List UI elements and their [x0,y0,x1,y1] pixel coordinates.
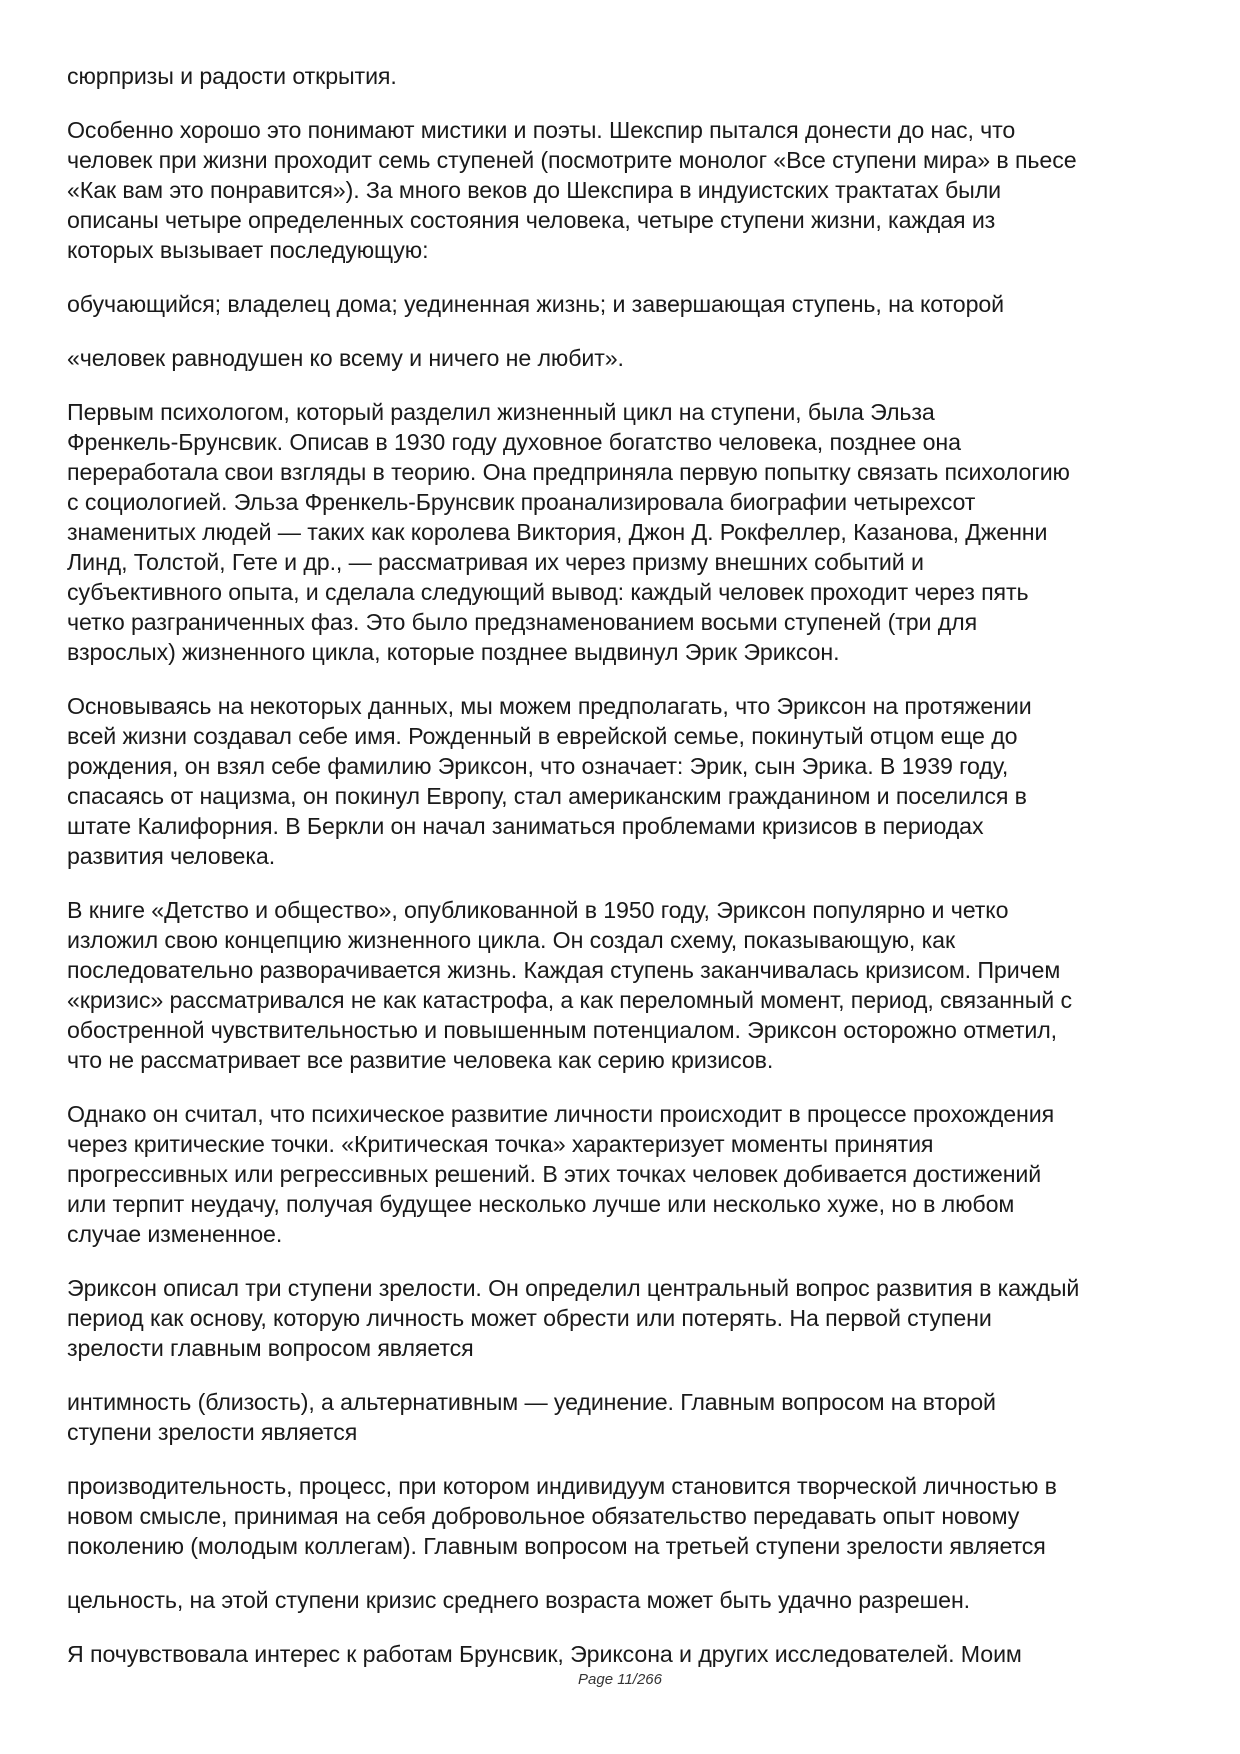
paragraph [67,1099,1187,1249]
paragraph [67,289,1187,319]
text-line: прогрессивных или регрессивных решений. В этих точках человек добивается достижений [67,1161,1042,1187]
text-line: «человек равнодушен ко всему и ничего не любит». [67,345,624,371]
text-line: производительность, процесс, при котором индивидуум становится творческой личностью в [67,1473,1057,1499]
text-line: с социологией. Эльза Френкель-Брунсвик проанализировала биографии четырехсот [67,489,976,515]
text-line: интимность (близость), а альтернативным — уединение. Главным вопросом на второй [67,1389,996,1415]
text-line: Особенно хорошо это понимают мистики и поэты. Шекспир пытался донести до нас, что [67,117,1016,143]
paragraph [67,1273,1187,1363]
paragraph [67,691,1187,871]
text-line: Френкель-Брунсвик. Описав в 1930 году духовное богатство человека, позднее она [67,429,961,455]
text-line: В книге «Детство и общество», опубликованной в 1950 году, Эриксон популярно и четко [67,897,1009,923]
text-line: что не рассматривает все развитие человека как серию кризисов. [67,1047,774,1073]
text-line: описаны четыре определенных состояния человека, четыре ступени жизни, каждая из [67,207,996,233]
paragraph [67,397,1187,667]
text-line: случае измененное. [67,1221,283,1247]
text-line: обучающийся; владелец дома; уединенная жизнь; и завершающая ступень, на которой [67,291,1005,317]
text-line: Линд, Толстой, Гете и др., — рассматривая их через призму внешних событий и [67,549,924,575]
text-line: субъективного опыта, и сделала следующий вывод: каждый человек проходит через пять [67,579,1029,605]
paragraph [67,1471,1187,1561]
text-line: поколению (молодым коллегам). Главным вопросом на третьей ступени зрелости является [67,1533,1046,1559]
text-line: период как основу, которую личность может обрести или потерять. На первой ступени [67,1305,992,1331]
paragraph [67,1387,1187,1447]
paragraph [67,895,1187,1075]
paragraph [67,61,1187,91]
paragraph [67,1639,1187,1669]
text-line: или терпит неудачу, получая будущее несколько лучше или несколько хуже, но в любом [67,1191,1015,1217]
text-line: цельность, на этой ступени кризис среднего возраста может быть удачно разрешен. [67,1587,971,1613]
paragraph [67,115,1187,265]
text-line: последовательно разворачивается жизнь. Каждая ступень заканчивалась кризисом. Причем [67,957,1061,983]
text-line: «кризис» рассматривался не как катастрофа, а как переломный момент, период, связанный с [67,987,1072,1013]
paragraph [67,1585,1187,1615]
text-line: зрелости главным вопросом является [67,1335,474,1361]
text-line: ступени зрелости является [67,1419,358,1445]
text-line: изложил свою концепцию жизненного цикла. Он создал схему, показывающую, как [67,927,956,953]
text-line: переработала свои взгляды в теорию. Она предприняла первую попытку связать психологию [67,459,1070,485]
text-line: которых вызывает последующую: [67,237,429,263]
text-line: рождения, он взял себе фамилию Эриксон, что означает: Эрик, сын Эрика. В 1939 году, [67,753,1009,779]
text-line: знаменитых людей — таких как королева Виктория, Джон Д. Рокфеллер, Казанова, Дженни [67,519,1048,545]
text-line: взрослых) жизненного цикла, которые позднее выдвинул Эрик Эриксон. [67,639,840,665]
text-line: штате Калифорния. В Беркли он начал заниматься проблемами кризисов в периодах [67,813,984,839]
text-line: Основываясь на некоторых данных, мы можем предполагать, что Эриксон на протяжении [67,693,1032,719]
text-line: Однако он считал, что психическое развитие личности происходит в процессе прохождения [67,1101,1055,1127]
text-line: «Как вам это понравится»). За много веков до Шекспира в индуистских трактатах были [67,177,1001,203]
paragraph [67,343,1187,373]
text-line: всей жизни создавал себе имя. Рожденный в еврейской семье, покинутый отцом еще до [67,723,1018,749]
text-line: развития человека. [67,843,276,869]
text-line: новом смысле, принимая на себя добровольное обязательство передавать опыт новому [67,1503,1020,1529]
text-line: четко разграниченных фаз. Это было предзнаменованием восьми ступеней (три для [67,609,978,635]
page-number: Page 11/266 [578,1671,662,1688]
text-line: спасаясь от нацизма, он покинул Европу, стал американским гражданином и поселился в [67,783,1027,809]
text-line: Эриксон описал три ступени зрелости. Он определил центральный вопрос развития в каждый [67,1275,1080,1301]
text-line: обостренной чувствительностью и повышенным потенциалом. Эриксон осторожно отметил, [67,1017,1058,1043]
text-line: Я почувствовала интерес к работам Брунсвик, Эриксона и других исследователей. Моим [67,1641,1022,1667]
text-line: человек при жизни проходит семь ступеней (посмотрите монолог «Все ступени мира» в пьесе [67,147,1077,173]
page-body [67,61,1187,1693]
text-line: через критические точки. «Критическая точка» характеризует моменты принятия [67,1131,934,1157]
text-line: сюрпризы и радости открытия. [67,63,397,89]
text-line: Первым психологом, который разделил жизненный цикл на ступени, была Эльза [67,399,935,425]
